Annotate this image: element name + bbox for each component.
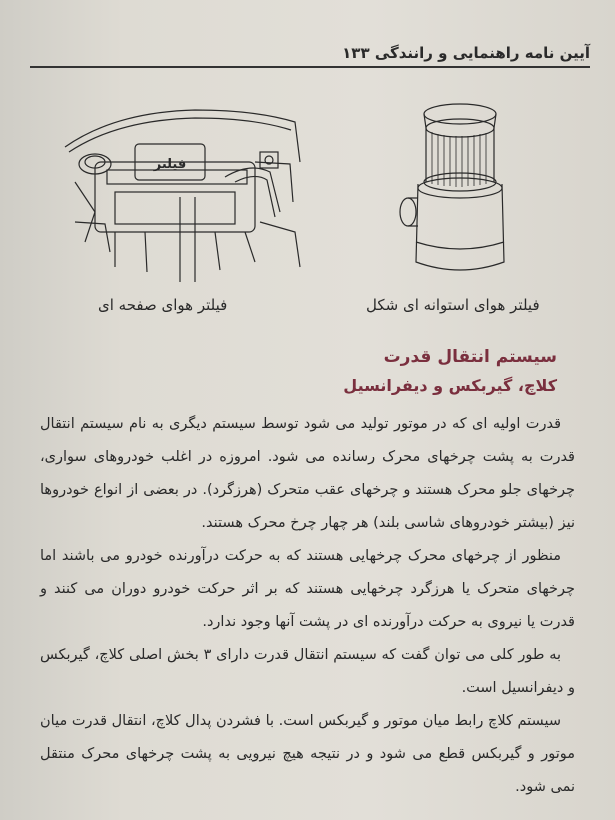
cylindrical-air-filter-illustration bbox=[398, 92, 518, 292]
filter-label: فیلتر bbox=[153, 157, 187, 172]
paragraph: قدرت اولیه ای که در موتور تولید می شود توسط سیستم دیگری به نام سیستم انتقال قدرت به پشت چرخهای محرک رسانده می شود. امروزه در اغلب خودروهای سواری، چرخهای جلو محرک هستند و چرخهای عقب متحرک (هرزگرد). در بعضی از انواع خودروها نیز (بیشتر خودروهای شاسی بلند) هر چهار چرخ محرک هستند. bbox=[40, 416, 575, 531]
page-header bbox=[30, 44, 590, 68]
plate-air-filter-figure bbox=[55, 92, 310, 292]
cylindrical-air-filter-figure bbox=[398, 92, 518, 292]
plate-air-filter-illustration bbox=[55, 92, 310, 292]
header-rule bbox=[30, 66, 590, 68]
caption-plate-filter: فیلتر هوای صفحه ای bbox=[98, 296, 228, 314]
paragraph: سیستم کلاچ رابط میان موتور و گیربکس است. با فشردن پدال کلاچ، انتقال قدرت میان موتور و گیربکس قطع می شود و در نتیجه هیچ نیرویی به پشت چرخهای محرک منتقل نمی شود. bbox=[40, 713, 575, 795]
header-title: آیین نامه راهنمایی و رانندگی ۱۳۳ bbox=[342, 44, 590, 62]
paragraph: منظور از چرخهای محرک چرخهایی هستند که به حرکت درآورنده خودرو می باشند اما چرخهای متحرک یا هرزگرد چرخهایی هستند که بر اثر حرکت خودرو دوران می کنند و قدرت یا نیروی به حرکت درآورنده ای در پشت آنها وجود ندارد. bbox=[40, 548, 575, 630]
body-text bbox=[40, 408, 575, 804]
section-title: سیستم انتقال قدرت bbox=[383, 347, 557, 367]
paragraph: به طور کلی می توان گفت که سیستم انتقال قدرت دارای ۳ بخش اصلی کلاچ، گیربکس و دیفرانسیل است. bbox=[40, 647, 575, 696]
section-subtitle: کلاچ، گیربکس و دیفرانسیل bbox=[343, 376, 557, 395]
caption-cylindrical-filter: فیلتر هوای استوانه ای شکل bbox=[366, 296, 540, 314]
